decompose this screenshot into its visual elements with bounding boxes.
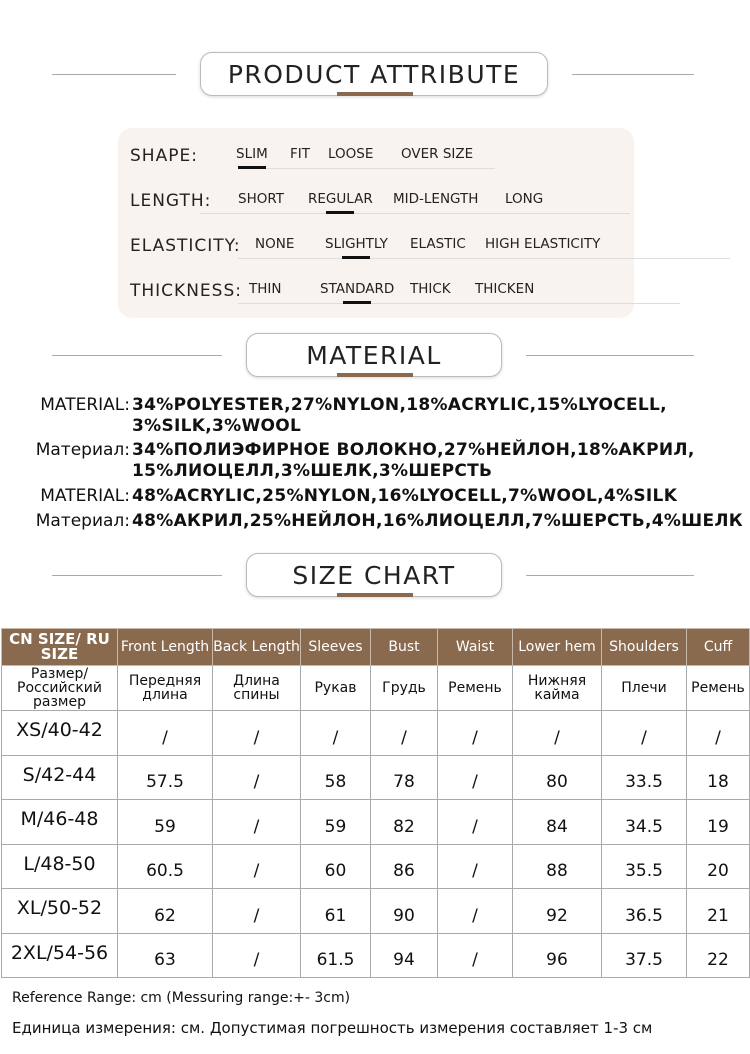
- table-cell: 57.5: [118, 755, 213, 800]
- header-row-en: [2, 629, 750, 666]
- attribute-option: NONE: [255, 236, 295, 252]
- table-row: [2, 800, 750, 845]
- table-row: [2, 711, 750, 756]
- table-row: [2, 889, 750, 934]
- attribute-option: SLIGHTLY: [325, 236, 388, 252]
- table-cell: /: [213, 933, 301, 978]
- attribute-option: ELASTIC: [410, 236, 466, 252]
- table-cell: 62: [118, 889, 213, 934]
- table-cell: S/42-44: [2, 755, 118, 800]
- attribute-option: OVER SIZE: [401, 146, 474, 162]
- table-cell: 19: [687, 800, 750, 845]
- material-value: 15%ЛИОЦЕЛЛ,3%ШЕЛК,3%ШЕРСТЬ: [132, 461, 493, 481]
- table-cell: /: [438, 711, 513, 756]
- attribute-label: LENGTH:: [130, 191, 212, 211]
- table-cell: /: [301, 711, 371, 756]
- table-cell: /: [213, 844, 301, 889]
- attribute-option: LONG: [505, 191, 544, 207]
- table-cell: /: [438, 800, 513, 845]
- column-header-ru: Рукав: [301, 666, 371, 711]
- attribute-option: THICK: [410, 281, 451, 297]
- table-cell: 37.5: [602, 933, 687, 978]
- attribute-row: [130, 187, 630, 217]
- table-cell: 34.5: [602, 800, 687, 845]
- attribute-panel: [118, 128, 634, 318]
- table-cell: /: [438, 844, 513, 889]
- attribute-label: ELASTICITY:: [130, 236, 241, 256]
- table-cell: 84: [513, 800, 602, 845]
- section-title: MATERIAL: [246, 333, 502, 377]
- attribute-row: [130, 277, 630, 307]
- material-value: 34%ПОЛИЭФИРНОЕ ВОЛОКНО,27%НЕЙЛОН,18%АКРИЛ,: [132, 440, 695, 460]
- table-cell: 61.5: [301, 933, 371, 978]
- table-row: [2, 933, 750, 978]
- table-cell: 96: [513, 933, 602, 978]
- attribute-row: [130, 142, 630, 172]
- table-row: [2, 844, 750, 889]
- table-cell: /: [118, 711, 213, 756]
- column-header: Back Length: [213, 629, 301, 666]
- material-key: Материал:: [35, 440, 130, 460]
- table-cell: 33.5: [602, 755, 687, 800]
- column-header-ru: Ремень: [687, 666, 750, 711]
- table-cell: 60.5: [118, 844, 213, 889]
- table-cell: 20: [687, 844, 750, 889]
- table-cell: 2XL/54-56: [2, 933, 118, 978]
- table-cell: 94: [371, 933, 438, 978]
- column-header-ru: Нижняя кайма: [513, 666, 602, 711]
- section-title: SIZE CHART: [246, 553, 502, 597]
- table-cell: 35.5: [602, 844, 687, 889]
- attribute-option: REGULAR: [308, 191, 373, 207]
- table-cell: /: [213, 889, 301, 934]
- column-header-ru: Грудь: [371, 666, 438, 711]
- attribute-option: LOOSE: [328, 146, 374, 162]
- table-cell: 22: [687, 933, 750, 978]
- column-header: Sleeves: [301, 629, 371, 666]
- column-header: Cuff: [687, 629, 750, 666]
- table-cell: 86: [371, 844, 438, 889]
- table-cell: 78: [371, 755, 438, 800]
- table-cell: 21: [687, 889, 750, 934]
- column-header: Shoulders: [602, 629, 687, 666]
- material-key: Материал:: [35, 511, 130, 531]
- table-cell: XS/40-42: [2, 711, 118, 756]
- table-cell: 59: [301, 800, 371, 845]
- column-header: Lower hem: [513, 629, 602, 666]
- table-cell: /: [213, 755, 301, 800]
- column-header-ru: Плечи: [602, 666, 687, 711]
- column-header: Front Length: [118, 629, 213, 666]
- table-cell: L/48-50: [2, 844, 118, 889]
- footer-reference-en: Reference Range: cm (Messuring range:+- 3cm): [12, 990, 351, 1006]
- material-value: 3%SILK,3%WOOL: [132, 416, 302, 436]
- attribute-option: SLIM: [236, 146, 268, 162]
- table-cell: 36.5: [602, 889, 687, 934]
- table-cell: 58: [301, 755, 371, 800]
- column-header-ru: Размер/ Российский размер: [2, 666, 118, 711]
- table-cell: 60: [301, 844, 371, 889]
- table-cell: 88: [513, 844, 602, 889]
- table-cell: /: [513, 711, 602, 756]
- material-value: 34%POLYESTER,27%NYLON,18%ACRYLIC,15%LYOCELL,: [132, 395, 667, 415]
- section-header-product-attribute: [0, 52, 750, 102]
- column-header-ru: Ремень: [438, 666, 513, 711]
- column-header: Bust: [371, 629, 438, 666]
- attribute-option: THICKEN: [475, 281, 535, 297]
- attribute-label: SHAPE:: [130, 146, 198, 166]
- attribute-row: [130, 232, 630, 262]
- table-cell: 90: [371, 889, 438, 934]
- material-value: 48%АКРИЛ,25%НЕЙЛОН,16%ЛИОЦЕЛЛ,7%ШЕРСТЬ,4%ШЕЛК: [132, 511, 744, 531]
- table-cell: /: [438, 889, 513, 934]
- attribute-label: THICKNESS:: [130, 281, 242, 301]
- table-cell: 82: [371, 800, 438, 845]
- material-key: MATERIAL:: [40, 486, 130, 506]
- attribute-option: THIN: [249, 281, 282, 297]
- header-row-ru: [2, 666, 750, 711]
- column-header: Waist: [438, 629, 513, 666]
- material-key: MATERIAL:: [40, 395, 130, 415]
- table-row: [2, 755, 750, 800]
- section-title: PRODUCT ATTRIBUTE: [200, 52, 548, 96]
- table-cell: /: [687, 711, 750, 756]
- section-header-size-chart: [0, 553, 750, 603]
- table-cell: /: [213, 711, 301, 756]
- attribute-option: FIT: [290, 146, 310, 162]
- table-cell: /: [438, 933, 513, 978]
- footer-reference-ru: Единица измерения: см. Допустимая погрешность измерения составляет 1-3 см: [12, 1019, 653, 1037]
- table-cell: 80: [513, 755, 602, 800]
- table-cell: /: [438, 755, 513, 800]
- attribute-option: MID-LENGTH: [393, 191, 479, 207]
- size-chart-table: [1, 628, 750, 978]
- table-cell: 61: [301, 889, 371, 934]
- table-cell: /: [371, 711, 438, 756]
- table-cell: /: [602, 711, 687, 756]
- column-header-ru: Передняя длина: [118, 666, 213, 711]
- table-cell: 92: [513, 889, 602, 934]
- table-cell: XL/50-52: [2, 889, 118, 934]
- section-header-material: [0, 333, 750, 383]
- table-cell: 63: [118, 933, 213, 978]
- table-cell: 18: [687, 755, 750, 800]
- material-value: 48%ACRYLIC,25%NYLON,16%LYOCELL,7%WOOL,4%SILK: [132, 486, 678, 506]
- column-header: CN SIZE/ RU SIZE: [2, 629, 118, 666]
- attribute-option: HIGH ELASTICITY: [485, 236, 601, 252]
- table-cell: M/46-48: [2, 800, 118, 845]
- attribute-option: SHORT: [238, 191, 284, 207]
- table-cell: /: [213, 800, 301, 845]
- attribute-option: STANDARD: [320, 281, 395, 297]
- table-cell: 59: [118, 800, 213, 845]
- column-header-ru: Длина спины: [213, 666, 301, 711]
